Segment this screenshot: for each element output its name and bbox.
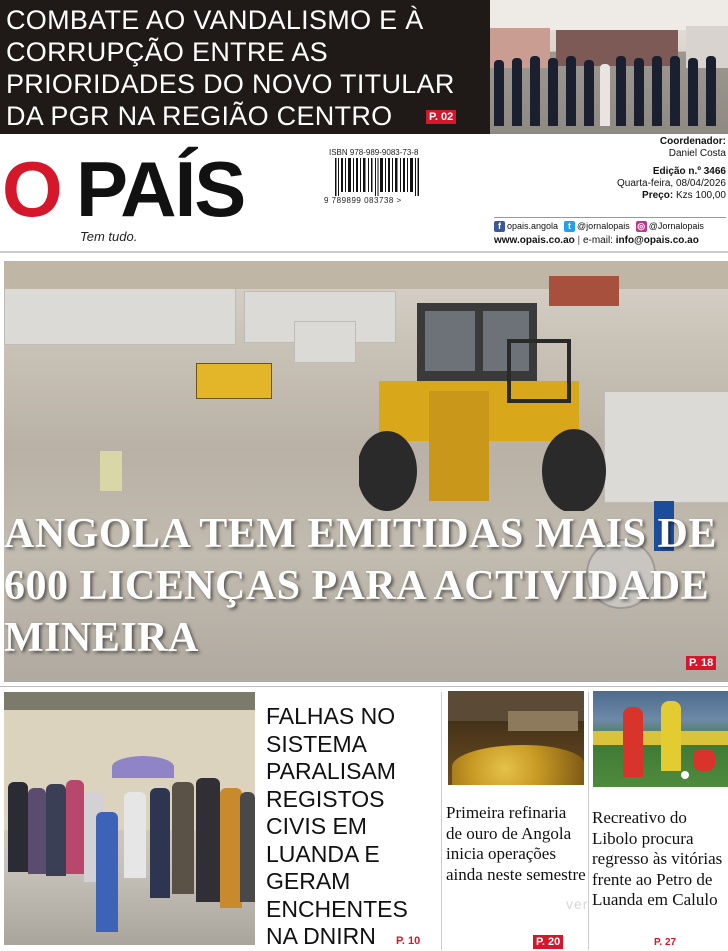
column-divider — [441, 692, 442, 950]
story-registos-headline[interactable]: FALHAS NO SISTEMA PARALISAM REGISTOS CIVIS EM LUANDA E GERAM ENCHENTES NA DNIRN — [266, 703, 408, 949]
tagline: Tem tudo. — [80, 229, 138, 244]
logo-pais[interactable]: PAÍS — [76, 145, 245, 233]
watermark: ver — [566, 896, 589, 912]
gold-photo[interactable] — [448, 691, 584, 785]
twitter-icon: t — [564, 221, 575, 232]
story-refinaria-headline[interactable]: Primeira refinaria de ouro de Angola inicia operações ainda neste semestre — [446, 803, 586, 884]
coordinator-label: Coordenador: — [659, 136, 726, 147]
issue-date: Quarta-feira, 08/04/2026 — [617, 178, 726, 189]
instagram-handle: @Jornalopais — [648, 221, 704, 231]
logo-o[interactable]: O — [2, 145, 61, 233]
email-label: e-mail: — [582, 235, 613, 246]
twitter-handle: @jornalopais — [577, 221, 630, 231]
story-registos-page-ref: P. 10 — [396, 935, 421, 947]
story-libolo-headline[interactable]: Recreativo do Libolo procura regresso às vitórias frente ao Petro de Luanda em Calulo — [592, 808, 723, 909]
price: Kzs 100,00 — [675, 190, 726, 201]
banner-page-ref: P. 02 — [426, 110, 456, 124]
edition-number: 3466 — [703, 166, 726, 177]
barcode — [335, 158, 419, 196]
edition-block — [617, 166, 726, 202]
coordinator-name: Daniel Costa — [668, 148, 726, 159]
social-links — [494, 217, 726, 232]
isbn: ISBN 978-989-9083-73-8 — [329, 148, 419, 157]
masthead-divider — [0, 251, 728, 253]
loader-vehicle — [359, 301, 609, 511]
coordinator-block — [660, 136, 726, 160]
main-divider — [0, 686, 728, 687]
story-libolo-page-ref: P. 27 — [654, 937, 677, 948]
facebook-icon: f — [494, 221, 505, 232]
instagram-icon: ◎ — [637, 221, 646, 232]
price-label: Preço: — [642, 190, 674, 201]
facebook-link[interactable] — [494, 221, 558, 232]
main-headline[interactable]: ANGOLA TEM EMITIDAS MAIS DE 600 LICENÇAS PARA ACTIVIDADE MINEIRA — [4, 511, 717, 661]
website-link[interactable]: www.opais.co.ao — [494, 235, 575, 246]
story-refinaria-page-ref: P. 20 — [533, 935, 563, 949]
banner-headline[interactable]: COMBATE AO VANDALISMO E À CORRUPÇÃO ENTRE AS PRIORIDADES DO NOVO TITULAR DA PGR NA REGIÃO CENTRO — [6, 5, 455, 131]
twitter-link[interactable] — [564, 221, 630, 232]
barcode-number: 9 789899 083738 > — [324, 196, 402, 205]
email-link[interactable]: info@opais.co.ao — [615, 235, 699, 246]
separator: | — [577, 235, 583, 246]
main-page-ref: P. 18 — [686, 656, 716, 670]
banner-photo-officials[interactable] — [490, 0, 728, 134]
football-photo[interactable] — [593, 691, 728, 787]
instagram-link[interactable] — [636, 221, 704, 232]
edition-label: Edição n.º — [652, 166, 701, 177]
contacts — [494, 235, 726, 246]
facebook-handle: opais.angola — [507, 221, 559, 231]
queue-photo[interactable] — [4, 692, 255, 945]
